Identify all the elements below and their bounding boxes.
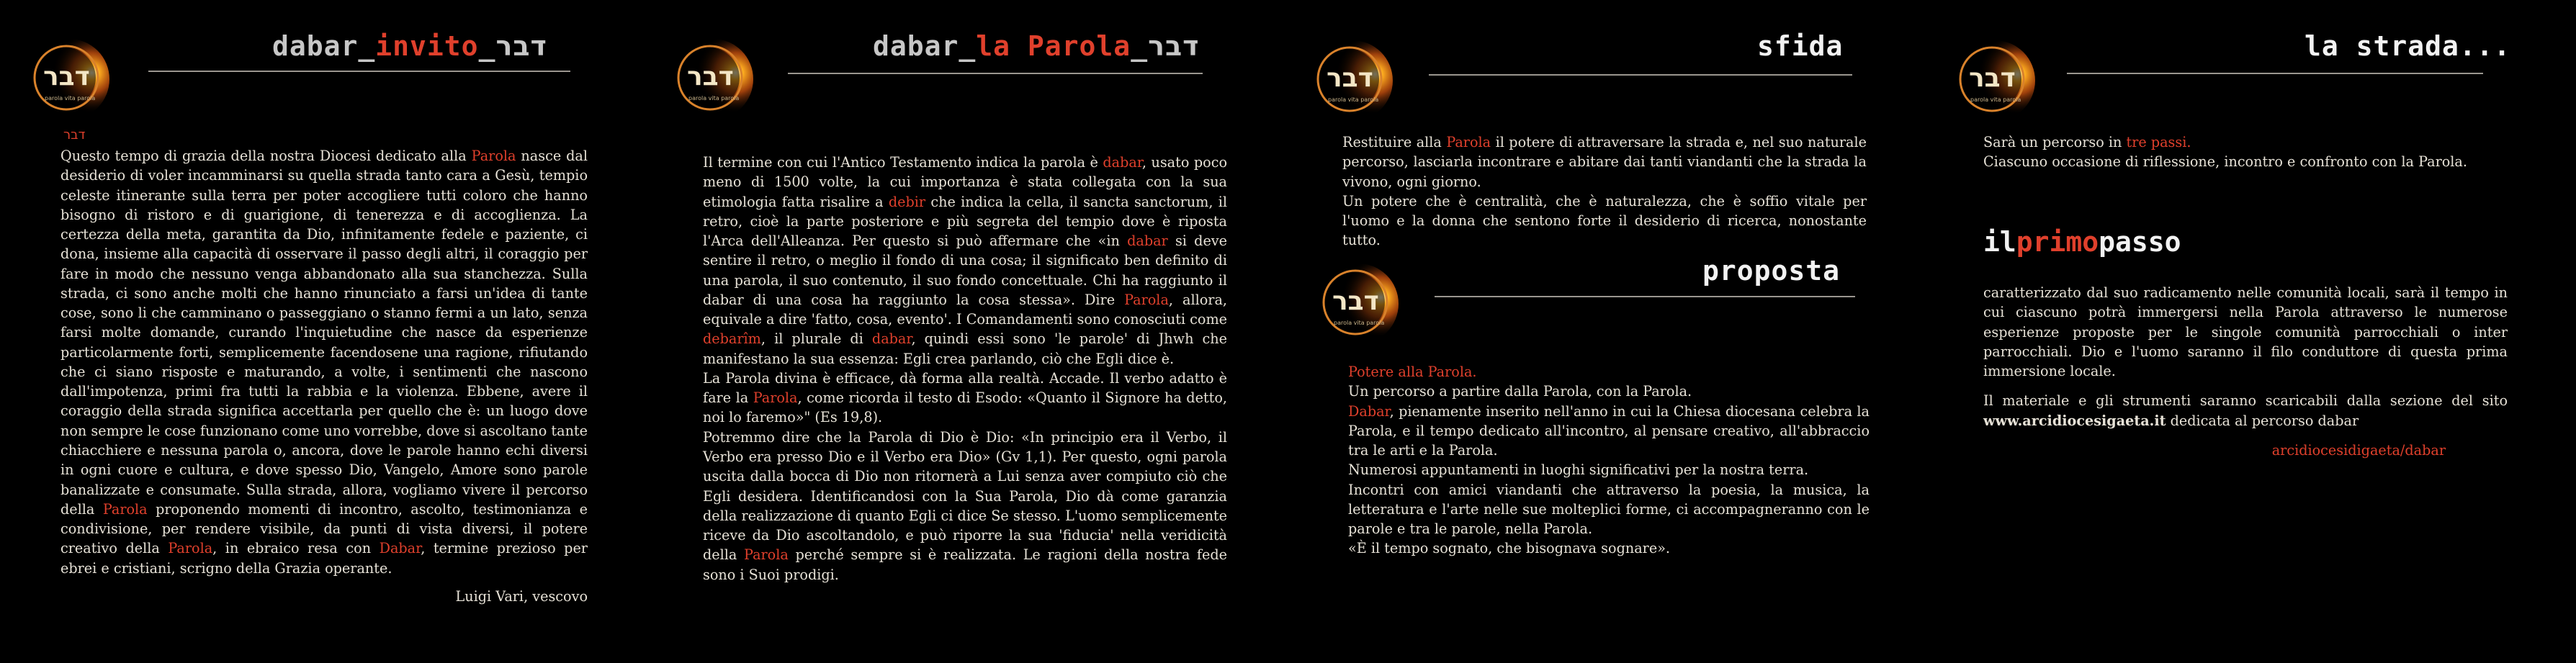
dabar-logo bbox=[1315, 261, 1401, 347]
logo-hebrew: דבר bbox=[687, 62, 734, 91]
dabar-logo bbox=[26, 36, 112, 122]
logo-hebrew: דבר bbox=[43, 62, 90, 91]
logo-tagline: parola vita parola bbox=[45, 95, 96, 102]
page-title: dabar_invito_דבר bbox=[272, 30, 547, 62]
dabar-logo bbox=[1952, 37, 2038, 124]
dabar-logo bbox=[1309, 37, 1396, 124]
title-rule bbox=[2067, 73, 2483, 74]
logo-tagline: parola vita parola bbox=[688, 95, 740, 102]
panel-la-parola bbox=[644, 0, 1288, 663]
strada-intro: Sarà un percorso in tre passi. Ciascuno occasione di riflessione, incontro e confronto con la Parola. bbox=[1983, 134, 2467, 171]
dabar-link[interactable]: arcidiocesidigaeta/dabar bbox=[2271, 441, 2446, 459]
logo-hebrew: דבר bbox=[1332, 287, 1379, 316]
sfida-title: sfida bbox=[1757, 30, 1844, 62]
dabar-logo bbox=[670, 36, 756, 122]
logo-hebrew: דבר bbox=[1969, 63, 2016, 93]
signature: Luigi Vari, vescovo bbox=[455, 587, 588, 605]
panel-sfida-proposta bbox=[1288, 0, 1931, 663]
proposta-title: proposta bbox=[1702, 255, 1841, 287]
site-link[interactable]: www.arcidiocesigaeta.it bbox=[1983, 412, 2166, 429]
small-hebrew: דבר bbox=[63, 127, 86, 143]
page-title: dabar_la Parola_דבר bbox=[873, 30, 1200, 62]
logo-tagline: parola vita parola bbox=[1970, 96, 2021, 103]
panel-la-strada bbox=[1931, 0, 2576, 663]
title-rule bbox=[788, 73, 1203, 74]
strada-text: caratterizzato dal suo radicamento nelle comunità locali, sarà il tempo in cui ciascuno potrà immergersi nella Parola attraverso le numerose esperienze proposte per le singole comunità parrocchiali o inter parrocchiali. Dio e l'uomo saranno il filo conduttore di questa prima immersione locale. Il materiale e gli strumenti saranno scaricabili dalla sezione del sito www.arcidiocesigaeta.it dedicata al percorso dabar arcidiocesidigaeta/dabar bbox=[1983, 284, 2508, 459]
invito-text: Questo tempo di grazia della nostra Diocesi dedicato alla Parola nasce dal desiderio di voler incamminarsi su quella strada tanto cara a Gesù, tempio celeste itinerante sulla terra per poter accogliere tutti coloro che hanno bisogno di ristoro e di guarigione, di tenerezza e di accoglienza. La certezza della meta, garantita da Dio, infinitamente fedele e paziente, ci dona, insieme alla capacità di osservare il passo degli altri, il coraggio per fare in modo che nessuno venga abbandonato alla sua stanchezza. Sulla strada, ci sono anche molti che hanno rinunciato a farsi un'idea di tante cose, sono li che camminano o passeggiano o stanno fermi a un lato, senza farsi molte domande, curando l'inquietudine che nasce da esperienze particolarmente forti, semplicemente facendosene una ragione, rifiutando che ci siano risposte e maturando, a volte, i sentimenti che nascono dall'impotenza, primi fra tutti la rabbia e la violenza. Ebbene, avere il coraggio della strada significa accettarla per quello che è: un luogo dove non sempre le cose funzionano come uno vorrebbe, dove si ascoltano tante chiacchiere e nessuna parola o, ancora, dove le parole hanno echi diversi in ogni cuore e cultura, e dove spesso Dio, Vangelo, Amore sono parole banalizzate e consumate. Sulla strada, allora, vogliamo vivere il percorso della Parola proponendo momenti di incontro, ascolto, testimonianza e condivisione, per rendere visibile, da punti di vista diversi, il potere creativo della Parola, in ebraico resa con Dabar, termine prezioso per ebrei e cristiani, scrigno della Grazia operante. Luigi Vari, vescovo bbox=[60, 146, 588, 606]
strada-title: la strada... bbox=[2305, 30, 2511, 62]
logo-tagline: parola vita parola bbox=[1334, 320, 1385, 326]
title-rule bbox=[1429, 74, 1852, 76]
sfida-text: Restituire alla Parola il potere di attraversare la strada e, nel suo naturale percorso, lasciarla incontrare e abitare dai tanti viandanti che la strada la vivono, ogni giorno. Un potere che è centralità, che è naturalezza, che è soffio vitale per l'uomo e la donna che sentono forte il desiderio di ricerca, nonostante tutto. bbox=[1342, 134, 1867, 249]
primo-passo-heading: ilprimopasso bbox=[1983, 226, 2181, 258]
logo-tagline: parola vita parola bbox=[1328, 96, 1379, 103]
la-parola-text: Il termine con cui l'Antico Testamento indica la parola è dabar, usato poco meno di 1500 volte, la cui importanza è stata collegata con la sua etimologia fatta risalire a debir che indica la cella, il sancta sanctorum, il retro, cioè la parte posteriore e più segreta del tempio dove è riposta l'Arca dell'Alleanza. Per questo si può affermare che «in dabar si deve sentire il retro, o meglio il fondo di una cosa; il significato ben definito di una parola, il suo contenuto, il suo fondo concettuale. Chi ha raggiunto il dabar di una cosa ha raggiunto la cosa stessa». Dire Parola, allora, equivale a dire 'fatto, cosa, evento'. I Comandamenti sono conosciuti come debarîm, il plurale di dabar, quindi essi sono 'le parole' di Jhwh che manifestano la sua essenza: Egli crea parlando, ciò che Egli dice è. La Parola divina è efficace, dà forma alla realtà. Accade. Il verbo adatto è fare la Parola, come ricorda il testo di Esodo: «Quanto il Signore ha detto, noi lo faremo»" (Es 19,8). Potremmo dire che la Parola di Dio è Dio: «In principio era il Verbo, il Verbo era presso Dio e il Verbo era Dio» (Gv 1,1). Per questo, ogni parola uscita dalla bocca di Dio non ritornerà a Lui senza aver compiuto ciò che Egli desidera. Identificandosi con la Sua Parola, Dio dà come garanzia della realizzazione di quanto Egli ci dice Se stesso. L'uomo semplicemente riceve da Dio ascoltandolo, e può riporre la sua 'fiducia' nella veridicità della Parola perché sempre si è realizzata. Le ragioni della nostra fede sono i Suoi prodigi. bbox=[703, 154, 1228, 583]
title-rule bbox=[148, 71, 570, 72]
logo-hebrew: דבר bbox=[1327, 63, 1373, 93]
proposta-text: Potere alla Parola. Un percorso a partire dalla Parola, con la Parola. Dabar, pienamente inserito nell'anno in cui la Chiesa diocesana celebra la Parola, e il tempo dedicato all'incontro, al pensare creativo, all'abbraccio tra le arti e la Parola. Numerosi appuntamenti in luoghi significativi per la nostra terra. Incontri con amici viandanti che attraverso la poesia, la musica, la letteratura e l'arte nelle sue molteplici forme, ci accompagneranno con le parole e tra le parole, nella Parola. «È il tempo sognato, che bisognava sognare». bbox=[1348, 364, 1870, 557]
panel-invito bbox=[0, 0, 644, 663]
title-rule bbox=[1435, 296, 1855, 297]
